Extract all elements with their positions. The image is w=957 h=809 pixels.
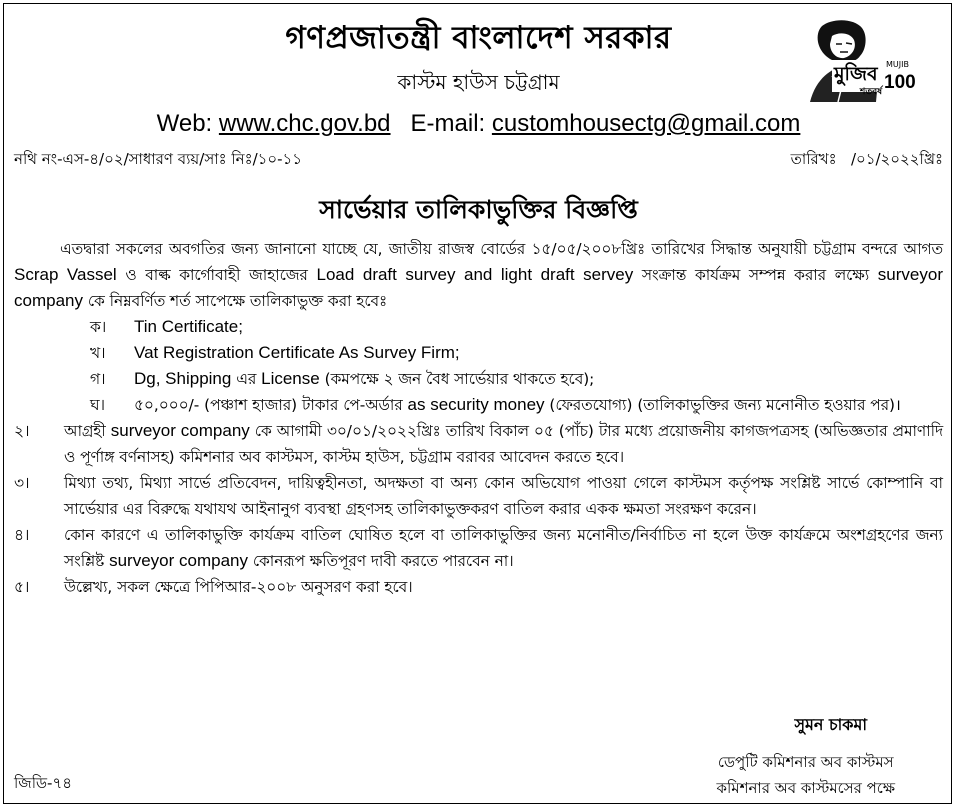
government-title: গণপ্রজাতন্ত্রী বাংলাদেশ সরকার bbox=[285, 20, 672, 56]
email-link[interactable]: customhousectg@gmail.com bbox=[491, 110, 801, 137]
numbered-item: ২। আগ্রহী surveyor company কে আগামী ৩০/০১/২০২২খ্রিঃ তারিখ বিকাল ০৫ (পাঁচ) টার মধ্যে প্রয়োজনীয় কাগজপত্রসহ (অভিজ্ঞতার প্রমাণাদি ও পূর্ণাঙ্গ বর্ণনাসহ) কমিশনার অব কাস্টমস, কাস্টম হাউস, চট্টগ্রাম বরাবর আবেদন করতে হবে। bbox=[14, 421, 943, 466]
intro-paragraph: এতদ্বারা সকলের অবগতির জন্য জানানো যাচ্ছে যে, জাতীয় রাজস্ব বোর্ডের ১৫/০৫/২০০৮খ্রিঃ তারিখের সিদ্ধান্ত অনুযায়ী চট্টগ্রাম বন্দরে আগত Scrap Vassel ও বাল্ক কার্গোবাহী জাহাজের Load draft survey and light draft servey সংক্রান্ত কার্যক্রম সম্পন্ন করার লক্ষ্যে surveyor company কে নিম্নবর্ণিত শর্ত সাপেক্ষে তালিকাভুক্ত করা হবেঃ bbox=[14, 240, 943, 310]
numbered-item: ৪। কোন কারণে এ তালিকাভুক্তি কার্যক্রম বাতিল ঘোষিত হলে বা তালিকাভুক্তির জন্য মনোনীত/নির্বাচিত না হলে উক্ত কার্যক্রমে অংশগ্রহণের জন্য সংশ্লিষ্ট surveyor company কোনরূপ ক্ষতিপূরণ দাবী করতে পারবেন না। bbox=[14, 526, 943, 570]
signatory-designation: ডেপুটি কমিশনার অব কাস্টমস bbox=[717, 753, 894, 771]
contact-line bbox=[0, 110, 957, 138]
reference-number: নথি নং-এস-৪/০২/সাধারণ ব্যয়/সাঃ নিঃ/১০-১১ bbox=[14, 150, 303, 168]
condition-item: ঘ। ৫০,০০০/- (পঞ্চাশ হাজার) টাকার পে-অর্ডার as security money (ফেরতযোগ্য) (তালিকাভুক্তির জন্য মনোনীত হওয়ার পর)। bbox=[90, 395, 901, 414]
reference-line bbox=[14, 148, 943, 170]
date-value: /০১/২০২২খ্রিঃ bbox=[850, 150, 943, 168]
signatory-name: সুমন চাকমা bbox=[794, 715, 868, 734]
web-link[interactable]: www.chc.gov.bd bbox=[218, 110, 391, 137]
notice-body bbox=[14, 236, 943, 600]
signature-block bbox=[716, 712, 895, 801]
condition-item: গ। Dg, Shipping এর License (কমপক্ষে ২ জন বৈধ সার্ভেয়ার থাকতে হবে); bbox=[90, 369, 595, 388]
notice-title: সার্ভেয়ার তালিকাভুক্তির বিজ্ঞপ্তি bbox=[319, 195, 638, 224]
numbered-item: ৫। উল্লেখ্য, সকল ক্ষেত্রে পিপিআর-২০০৮ অনুসরণ করা হবে। bbox=[14, 578, 413, 596]
numbered-item: ৩। মিথ্যা তথ্য, মিথ্যা সার্ভে প্রতিবেদন, দায়িত্বহীনতা, অদক্ষতা বা অন্য কোন অভিযোগ পাওয়া গেলে কাস্টমস কর্তৃপক্ষ সংশ্লিষ্ট সার্ভে কোম্পানি বা সার্ভেয়ার এর বিরুদ্ধে যথাযথ আইনানুগ ব্যবস্থা গ্রহণসহ তালিকাভুক্তকরণ বাতিল করার একক ক্ষমতা সংরক্ষণ করেন। bbox=[14, 474, 943, 518]
condition-item: খ। Vat Registration Certificate As Survey Firm; bbox=[90, 343, 460, 362]
email-label: E-mail: bbox=[410, 110, 486, 137]
condition-item: ক। Tin Certificate; bbox=[90, 317, 243, 336]
mujib-100-logo: মুজিব MUJIB শতবর্ষ 100 bbox=[802, 16, 908, 106]
office-name: কাস্টম হাউস চট্টগ্রাম bbox=[397, 70, 560, 94]
gd-number: জিডি-৭৪ bbox=[14, 774, 72, 792]
date-label: তারিখঃ bbox=[790, 150, 837, 168]
date bbox=[791, 148, 943, 173]
web-label: Web: bbox=[156, 110, 213, 137]
signatory-on-behalf: কমিশনার অব কাস্টমসের পক্ষে bbox=[716, 779, 895, 797]
